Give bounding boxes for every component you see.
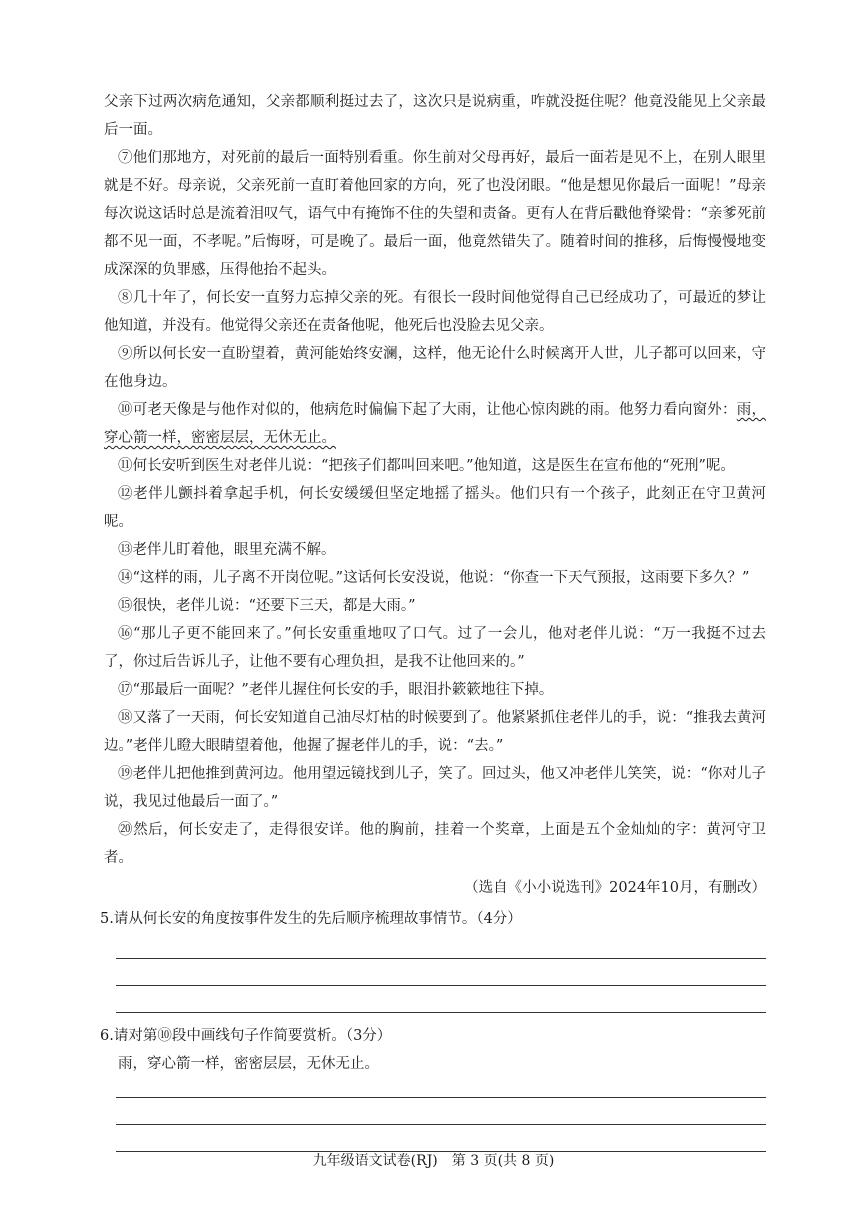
- paragraph-20: ⑳然后，何长安走了，走得很安详。他的胸前，挂着一个奖章，上面是五个金灿灿的字：黄河守卫者。: [104, 822, 766, 866]
- paragraph-17: ⑰“那最后一面呢？”老伴儿握住何长安的手，眼泪扑簌簌地往下掉。: [118, 682, 554, 698]
- paragraph-10: [104, 396, 766, 452]
- paragraph-7: ⑦他们那地方，对死前的最后一面特别看重。你生前对父母再好，最后一面若是见不上，在别人眼里就是不好。母亲说，父亲死前一直盯着他回家的方向，死了也没闭眼。“他是想见你最后一面呢！”母亲每次说这话时总是流着泪叹气，语气中有掩饰不住的失望和责备。更有人在背后戳他脊梁骨：“亲爹死前都不见一面，不孝呢。”后悔呀，可是晚了。最后一面，他竟然错失了。随着时间的推移，后悔慢慢地变成深深的负罪感，压得他抬不起头。: [104, 150, 766, 278]
- paragraph-12: ⑫老伴儿颤抖着拿起手机，何长安缓缓但坚定地摇了摇头。他们只有一个孩子，此刻正在守卫黄河呢。: [104, 486, 766, 530]
- paragraph-19: ⑲老伴儿把他推到黄河边。他用望远镜找到儿子，笑了。回过头，他又冲老伴儿笑笑，说：“你对儿子说，我见过他最后一面了。”: [104, 766, 766, 810]
- paragraph-9: ⑨所以何长安一直盼望着，黄河能始终安澜，这样，他无论什么时候离开人世，儿子都可以回来，守在他身边。: [104, 346, 766, 390]
- answer-line[interactable]: [116, 958, 766, 959]
- marked-sentence: 雨，穿心箭一样，密密层层，无休无止。: [104, 402, 766, 446]
- reading-passage: [100, 88, 766, 1152]
- source-citation: （选自《小小说选刊》2024年10月，有删改）: [464, 880, 766, 896]
- paragraph-6-end: 父亲下过两次病危通知，父亲都顺利挺过去了，这次只是说病重，咋就没挺住呢？他竟没能见上父亲最后一面。: [104, 94, 766, 138]
- question-6-quote: 雨，穿心箭一样，密密层层，无休无止。: [118, 1056, 379, 1072]
- paragraph-15: ⑮很快，老伴儿说：“还要下三天，都是大雨。”: [118, 598, 416, 614]
- paragraph-8: ⑧几十年了，何长安一直努力忘掉父亲的死。有很长一段时间他觉得自己已经成功了，可最近的梦让他知道，并没有。他觉得父亲还在责备他呢，他死后也没脸去见父亲。: [104, 290, 766, 334]
- answer-line[interactable]: [116, 1097, 766, 1098]
- answer-line[interactable]: [116, 1012, 766, 1013]
- paragraph-11: ⑪何长安听到医生对老伴儿说：“把孩子们都叫回来吧。”他知道，这是医生在宣布他的“死刑”呢。: [118, 458, 735, 474]
- paragraph-16: ⑯“那儿子更不能回来了。”何长安重重地叹了口气。过了一会儿，他对老伴儿说：“万一我挺不过去了，你过后告诉儿子，让他不要有心理负担，是我不让他回来的。”: [104, 626, 766, 670]
- answer-line[interactable]: [116, 1124, 766, 1125]
- question-6: 6.请对第⑩段中画线句子作简要赏析。（3分）: [100, 1028, 392, 1044]
- answer-line[interactable]: [116, 985, 766, 986]
- paragraph-14: ⑭“这样的雨，儿子离不开岗位呢。”这话何长安没说，他说：“你查一下天气预报，这雨要下多久？”: [118, 570, 750, 586]
- page-footer: 九年级语文试卷(RJ) 第 3 页(共 8 页): [312, 1153, 555, 1169]
- paragraph-10-text: ⑩可老天像是与他作对似的，他病危时偏偏下起了大雨，让他心惊肉跳的雨。他努力看向窗外：: [118, 402, 737, 418]
- question-5: 5.请从何长安的角度按事件发生的先后顺序梳理故事情节。（4分）: [100, 911, 522, 927]
- paragraph-13: ⑬老伴儿盯着他，眼里充满不解。: [118, 542, 336, 558]
- paragraph-18: ⑱又落了一天雨，何长安知道自己油尽灯枯的时候要到了。他紧紧抓住老伴儿的手，说：“推我去黄河边。”老伴儿瞪大眼睛望着他，他握了握老伴儿的手，说：“去。”: [104, 710, 766, 754]
